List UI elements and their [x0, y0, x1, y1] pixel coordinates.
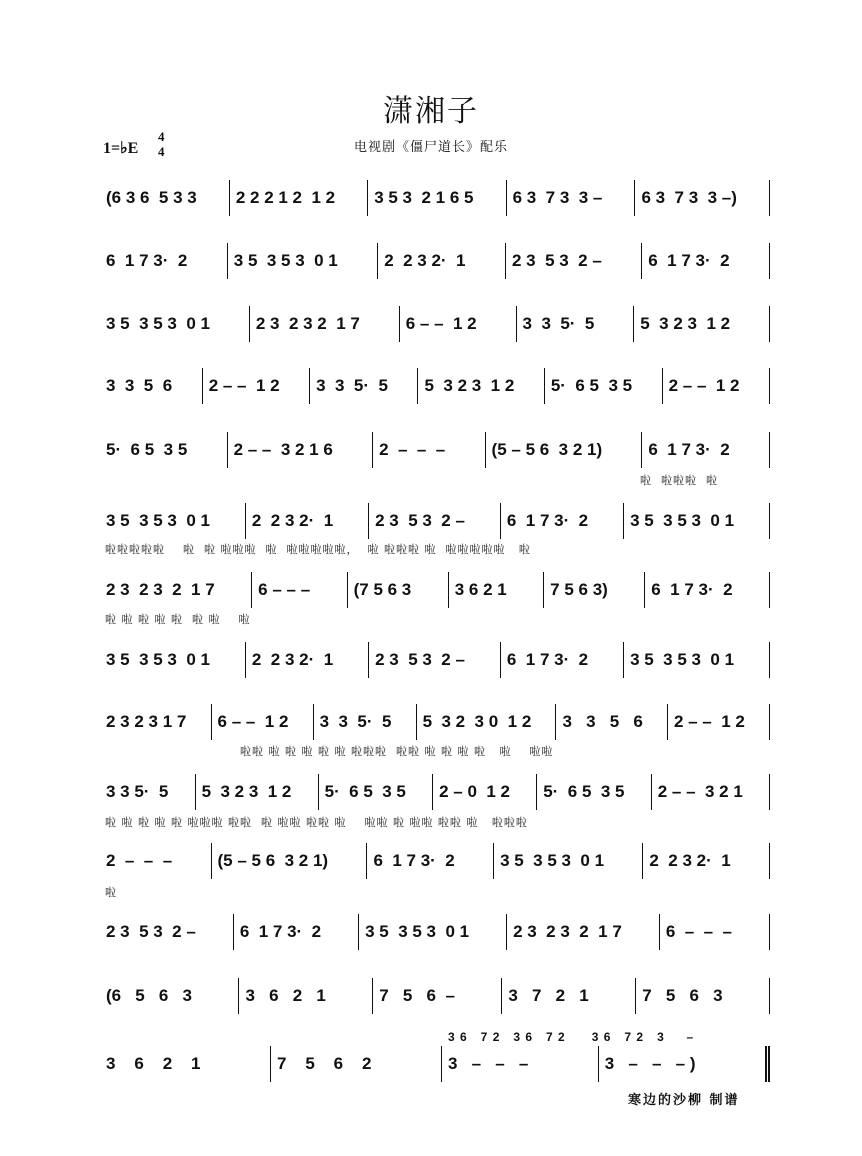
lyric-line: 啦 啦 啦 啦 啦 啦 啦 啦 — [105, 613, 251, 626]
measure: 6 1 7 3· 2 — [367, 843, 494, 879]
upper-voice: 3 6 7 2 3 6 7 2 3 6 7 2 3 – — [448, 1030, 695, 1044]
measure: 2 – – – — [373, 432, 485, 468]
measure: 2 – – 3 2 1 — [652, 774, 770, 810]
measure: 3 7 2 1 — [502, 978, 636, 1014]
measure: 6 1 7 3· 2 — [642, 243, 770, 279]
measure: 6 – – 1 2 — [400, 306, 517, 342]
measure: 2 – – 3 2 1 6 — [228, 432, 374, 468]
measure: 2 3 5 3 2 – — [369, 503, 501, 539]
measure: 3 3 5· 5 — [100, 774, 196, 810]
measure: 2 3 5 3 2 – — [506, 243, 642, 279]
measure: 5· 6 5 3 5 — [537, 774, 652, 810]
measure: 2 2 3 2· 1 — [378, 243, 506, 279]
measure: 2 – – 1 2 — [203, 368, 310, 404]
lyric-line: 啦 — [105, 886, 117, 899]
measure: (7 5 6 3 — [348, 572, 449, 608]
measure: 6 1 7 3· 2 — [234, 914, 359, 950]
score-line — [100, 704, 770, 740]
measure: 3 6 2 1 — [100, 1046, 271, 1082]
score-line — [100, 978, 770, 1014]
measure: 5 3 2 3 1 2 — [196, 774, 319, 810]
transcriber-credit: 寒边的沙柳 制谱 — [628, 1093, 740, 1108]
measure: 3 5 3 5 3 0 1 — [359, 914, 507, 950]
measure: 7 5 6 3 — [636, 978, 770, 1014]
score-line — [100, 774, 770, 810]
time-signature-top: 4 — [158, 129, 165, 144]
measure: 3 5 3 2 1 6 5 — [368, 180, 506, 216]
measure: 2 2 3 2· 1 — [643, 843, 770, 879]
measure: 3 6 2 1 — [239, 978, 373, 1014]
measure: 7 5 6 2 — [271, 1046, 442, 1082]
measure: 5 3 2 3 1 2 — [418, 368, 544, 404]
measure: 6 1 7 3· 2 — [501, 642, 624, 678]
measure: 3 5 3 5 3 0 1 — [100, 503, 246, 539]
measure: 6 1 7 3· 2 — [642, 432, 770, 468]
measure: 3 – – – — [442, 1046, 599, 1082]
measure: 3 5 3 5 3 0 1 — [100, 306, 250, 342]
measure: 3 3 5· 5 — [517, 306, 635, 342]
measure: 6 3 7 3 3 – — [507, 180, 636, 216]
score-title: 潇湘子 — [383, 94, 479, 129]
score-line — [100, 368, 770, 404]
measure: 2 3 2 3 1 7 — [100, 704, 212, 740]
measure: 7 5 6 3) — [544, 572, 645, 608]
measure: 3 6 2 1 — [449, 572, 544, 608]
score-line — [100, 642, 770, 678]
measure: 2 2 3 2· 1 — [246, 642, 369, 678]
measure: 3 – – – ) — [599, 1046, 770, 1082]
measure: 5 3 2 3 0 1 2 — [417, 704, 557, 740]
key-signature: 1=♭E — [103, 140, 139, 157]
measure: (5 – 5 6 3 2 1) — [212, 843, 368, 879]
score-line — [100, 843, 770, 879]
measure: 3 5 3 5 3 0 1 — [100, 642, 246, 678]
measure: 6 – – 1 2 — [212, 704, 314, 740]
measure: 6 1 7 3· 2 — [100, 243, 228, 279]
measure: 6 1 7 3· 2 — [501, 503, 624, 539]
measure: 6 – – – — [660, 914, 770, 950]
measure: 2 3 5 3 2 – — [100, 914, 234, 950]
score-line — [100, 914, 770, 950]
measure: 2 – – 1 2 — [663, 368, 770, 404]
measure: 3 3 5· 5 — [310, 368, 418, 404]
lyric-line: 啦 啦 啦 啦 啦 啦啦啦 啦啦 啦 啦啦 啦啦 啦 啦啦 啦 啦啦 啦啦 啦 啦啦啦 — [105, 816, 528, 829]
measure: (6 5 6 3 — [100, 978, 239, 1014]
measure: 3 5 3 5 3 0 1 — [228, 243, 378, 279]
score-subtitle: 电视剧《僵尸道长》配乐 — [353, 140, 508, 155]
score-line — [100, 1046, 770, 1082]
measure: 2 3 2 3 2 1 7 — [250, 306, 400, 342]
measure: 3 3 5 6 — [100, 368, 203, 404]
measure: 2 – 0 1 2 — [433, 774, 537, 810]
measure: 5· 6 5 3 5 — [100, 432, 228, 468]
measure: 5· 6 5 3 5 — [319, 774, 434, 810]
measure: 2 – – – — [100, 843, 212, 879]
measure: 5· 6 5 3 5 — [545, 368, 663, 404]
lyric-line: 啦 啦啦啦 啦 — [640, 474, 718, 487]
lyric-line: 啦啦啦啦啦 啦 啦 啦啦啦 啦 啦啦啦啦啦， 啦 啦啦啦 啦 啦啦啦啦啦 啦 — [105, 543, 531, 556]
time-signature-bottom: 4 — [158, 144, 165, 159]
measure: 2 3 2 3 2 1 7 — [507, 914, 660, 950]
measure: 3 5 3 5 3 0 1 — [494, 843, 643, 879]
measure: 6 3 7 3 3 –) — [635, 180, 770, 216]
measure: 6 – – – — [252, 572, 347, 608]
measure: 5 3 2 3 1 2 — [634, 306, 770, 342]
measure: 3 3 5 6 — [556, 704, 668, 740]
score-line — [100, 503, 770, 539]
score-line — [100, 180, 770, 216]
measure: 3 5 3 5 3 0 1 — [624, 503, 770, 539]
measure: 2 3 5 3 2 – — [369, 642, 501, 678]
lyric-line: 啦啦 啦 啦 啦 啦 啦 啦啦啦 啦啦 啦 啦 啦 啦 啦 啦啦 — [240, 745, 554, 758]
measure: 6 1 7 3· 2 — [645, 572, 770, 608]
measure: 2 2 3 2· 1 — [246, 503, 369, 539]
measure: 7 5 6 – — [373, 978, 502, 1014]
measure: 3 3 5· 5 — [314, 704, 417, 740]
measure: (5 – 5 6 3 2 1) — [486, 432, 643, 468]
score-line — [100, 243, 770, 279]
measure: 2 3 2 3 2 1 7 — [100, 572, 252, 608]
score-line — [100, 572, 770, 608]
score-line — [100, 306, 770, 342]
score-line — [100, 432, 770, 468]
measure: 2 2 2 1 2 1 2 — [230, 180, 368, 216]
measure: 2 – – 1 2 — [668, 704, 770, 740]
measure: 3 5 3 5 3 0 1 — [624, 642, 770, 678]
measure: (6 3 6 5 3 3 — [100, 180, 230, 216]
